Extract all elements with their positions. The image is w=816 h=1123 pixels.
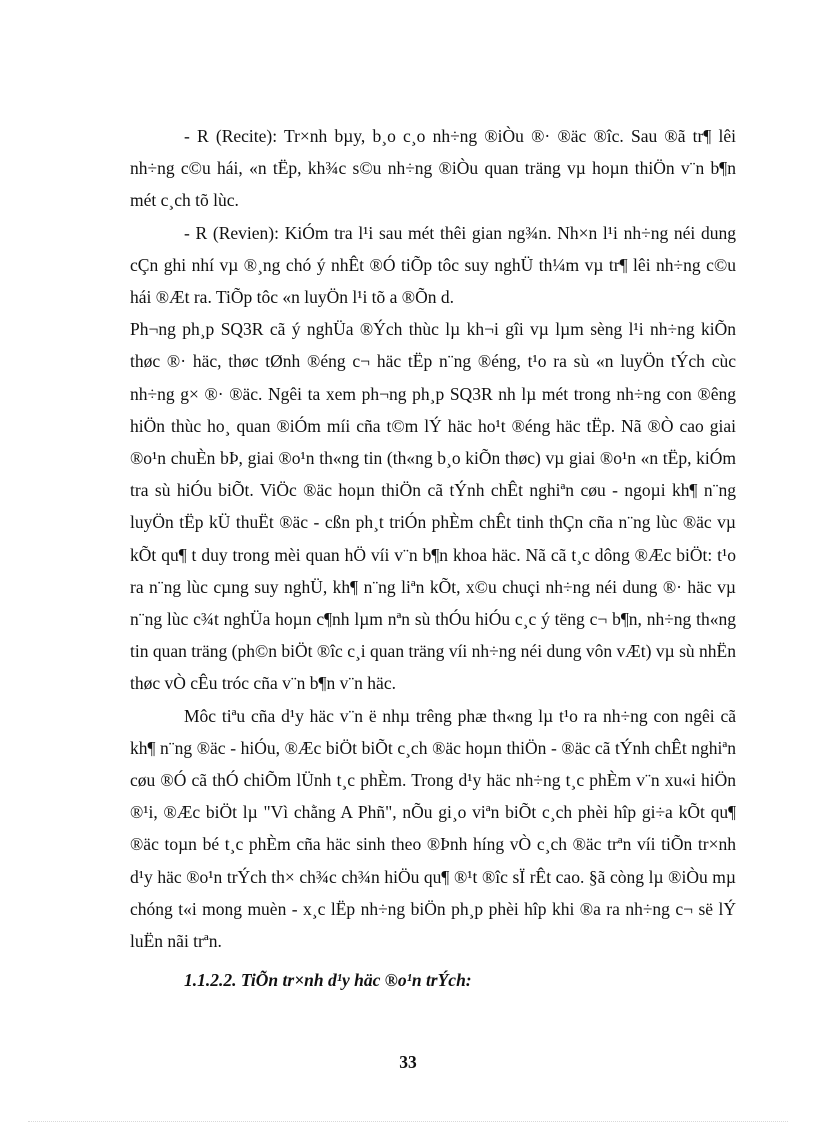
paragraph-teaching-goal: Môc tiªu cña d¹y häc v¨n ë nhµ trêng phæ th«ng lµ t¹o ra nh÷ng con ngêi cã kh¶ n¨ng ®äc - hiÓu, ®Æc biÖt biÕt c¸ch ®äc hoµn thiÖn - ®äc cã tÝnh chÊt nghiªn cøu ®Ó cã thÓ chiÕm lÜnh t¸c phÈm. Trong d¹y häc nh÷ng t¸c phÈm v¨n xu«i hiÖn ®¹i, ®Æc biÖt lµ "Vì chằng A Phñ", nÕu gi¸o viªn biÕt c¸ch phèi hîp gi÷a kÕt qu¶ ®äc toµn bé t¸c phÈm cña häc sinh theo ®Þnh híng vÒ c¸ch ®äc trªn víi tiÕn tr×nh d¹y häc ®o¹n trÝch th× ch¾c ch¾n hiÖu qu¶ ®¹t ®îc sÏ rÊt cao. §ã còng lµ ®iÒu mµ chóng t«i mong muèn - x¸c lËp nh÷ng biÖn ph¸p phèi hîp khi ®a ra nh÷ng c¬ së lÝ luËn nãi trªn. (130, 705, 736, 952)
body-text (130, 120, 736, 996)
section-heading: 1.1.2.2. TiÕn tr×nh d¹y häc ®o¹n trÝch: (184, 970, 472, 991)
paragraph-sq3r-meaning: Ph¬ng ph¸p SQ3R cã ý nghÜa ®Ých thùc lµ kh¬i gîi vµ lµm sèng l¹i nh÷ng kiÕn thøc ®· häc, thøc tØnh ®éng c¬ häc tËp n¨ng ®éng, t¹o ra sù «n luyÖn tÝch cùc nh÷ng g× ®· ®äc. Ngêi ta xem ph¬ng ph¸p SQ3R nh lµ mét trong nh÷ng con ®êng hiÖn thùc ho¸ quan ®iÓm míi cña t©m lÝ häc ho¹t ®éng häc tËp. Nã ®Ò cao giai ®o¹n chuÈn bÞ, giai ®o¹n th«ng tin (th«ng b¸o kiÕn thøc) vµ giai ®o¹n «n tËp, kiÓm tra sù hiÓu biÕt. ViÖc ®äc hoµn thiÖn cã tÝnh chÊt nghiªn cøu - ngoµi kh¶ n¨ng luyÖn tËp kÜ thuËt ®äc - cßn ph¸t triÓn phÈm chÊt tinh thÇn cña n¨ng lùc ®äc vµ kÕt qu¶ t duy trong mèi quan hÖ víi v¨n b¶n khoa häc. Nã cã t¸c dông ®Æc biÖt: t¹o ra n¨ng lùc cµng suy nghÜ, kh¶ n¨ng liªn kÕt, x©u chuçi nh÷ng néi dung ®· häc vµ n¨ng lùc c¾t nghÜa hoµn c¶nh lµm nªn sù thÓu hiÓu c¸c ý tëng c¬ b¶n, nh÷ng th«ng tin quan träng (ph©n biÖt ®îc c¸i quan träng víi nh÷ng néi dung vôn vÆt) vµ sù nhËn thøc vÒ cÊu tróc cña v¨n b¶n v¨n häc. (130, 319, 736, 694)
page-bottom-divider (28, 1121, 788, 1122)
paragraph-recite: - R (Recite): Tr×nh bµy, b¸o c¸o nh÷ng ®iÒu ®· ®äc ®îc. Sau ®ã tr¶ lêi nh÷ng c©u hái, «n tËp, kh¾c s©u nh÷ng ®iÒu quan träng vµ hoµn thiÖn v¨n b¶n mét c¸ch tõ lùc. (130, 126, 736, 211)
page-number: 33 (399, 1052, 417, 1072)
paragraph-review: - R (Revien): KiÓm tra l¹i sau mét thêi gian ng¾n. Nh×n l¹i nh÷ng néi dung cÇn ghi nhí vµ ®¸ng chó ý nhÊt ®Ó tiÕp tôc suy nghÜ th¼m vµ tr¶ lêi nh÷ng c©u hái ®Æt ra. TiÕp tôc «n luyÖn l¹i tõ a ®Õn d. (130, 222, 736, 308)
